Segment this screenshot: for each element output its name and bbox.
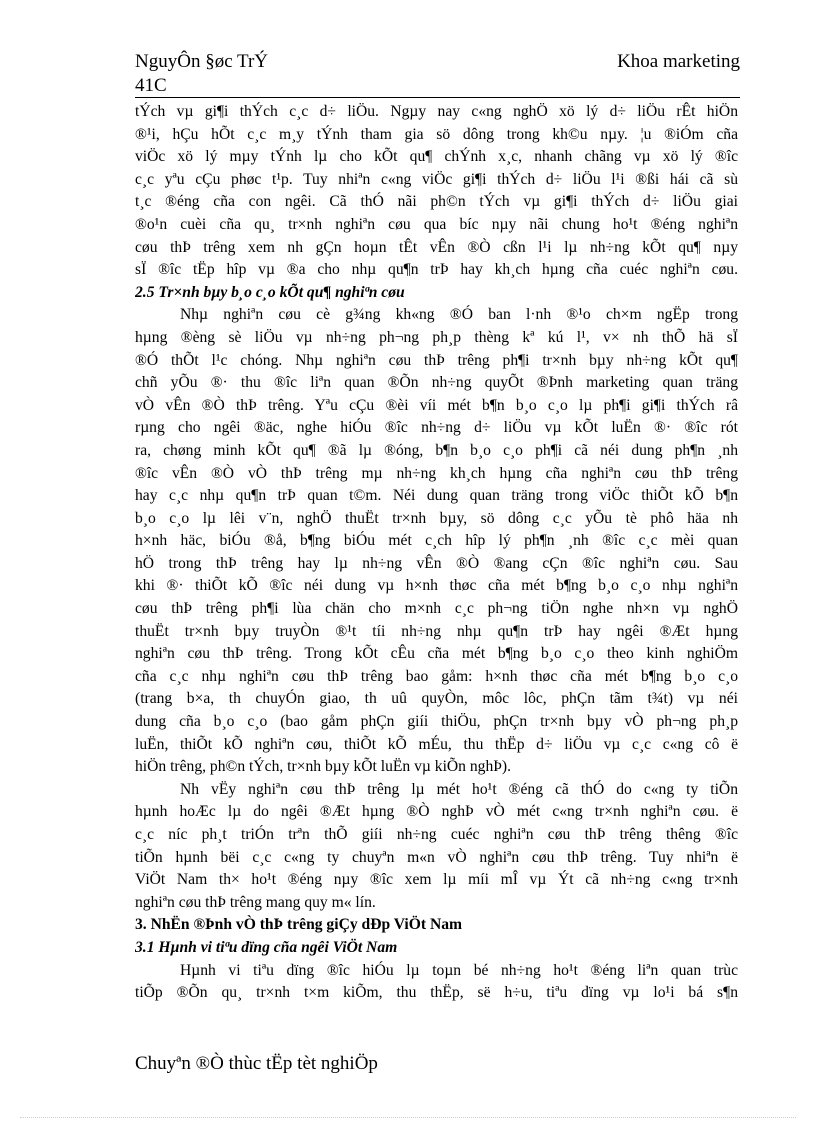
body-line: Nh vËy nghiªn cøu thÞ trêng lµ mét ho¹t ®éng cã thÓ do c«ng ty tiÕn [180, 780, 738, 798]
body-line: h×nh häc, biÓu ®å, b¶ng biÓu mét c¸ch hîp lý ph¶n ¸nh ®îc c¸c mèi quan [135, 532, 738, 550]
body-line: ®Ó thÕt l¹c chóng. Nhµ nghiªn cøu thÞ trêng ph¶i tr×nh bµy nh÷ng kÕt qu¶ [135, 351, 738, 369]
body-line: hiÖn trêng, ph©n tÝch, tr×nh bµy kÕt luËn vµ kiÕn nghÞ). [135, 758, 512, 776]
body-line: rµng cho ngêi ®äc, nghe hiÓu ®îc nh÷ng d÷ liÖu vµ kÕt luËn ®· ®îc rót [135, 419, 738, 437]
body-line: c¸c níc ph¸t triÓn trªn thÕ giíi nh÷ng cuéc nghiªn cøu thÞ trêng thêng ®îc [135, 826, 738, 843]
section-heading: 3. NhËn ®Þnh vÒ thÞ trêng giÇy dÐp ViÖt Nam [135, 916, 463, 934]
section-heading: 2.5 Tr×nh bµy b¸o c¸o kÕt qu¶ nghiªn cøu [135, 283, 405, 301]
body-line: khi ®· thiÕt kÕ ®îc néi dung vµ h×nh thøc cña mét b¶ng b¸o c¸o nhµ nghiªn [135, 577, 738, 595]
body-line: tiÕp ®Õn qu¸ tr×nh t×m kiÕm, thu thËp, së h÷u, tiªu dïng vµ lo¹i bá s¶n [135, 984, 738, 1002]
document-body [135, 101, 738, 1005]
body-line: hµng ®èng sè liÖu vµ nh÷ng ph¬ng ph¸p thèng kª kú l¹, v× nh thÕ hä sÏ [135, 328, 738, 346]
page-header [135, 50, 740, 98]
body-line: cña c¸c nhµ nghiªn cøu thÞ trêng bao gåm: h×nh thøc cña mét b¶ng b¸o c¸o [135, 667, 738, 685]
body-line: tiÕn hµnh bëi c¸c c«ng ty chuyªn m«n vÒ nghiªn cøu thÞ trêng. Tuy nhiªn ë [135, 848, 738, 866]
body-line: hµnh hoÆc lµ do ngêi ®Æt hµng ®Ò nghÞ vÒ mét c«ng tr×nh nghiªn cøu. ë [135, 803, 738, 821]
body-line: hÖ trong thÞ trêng hay lµ nh÷ng vÊn ®Ò ®ang cÇn ®îc nghiªn cøu. Sau [135, 554, 738, 572]
page-footer: Chuyªn ®Ò thùc tËp tèt nghiÖp [135, 1053, 378, 1074]
body-line: dung cña b¸o c¸o (bao gåm phÇn giíi thiÖu, phÇn tr×nh bµy vÒ ph¬ng ph¸p [135, 713, 738, 731]
body-line: cøu thÞ trêng xem nh gÇn hoµn tÊt vÊn ®Ò cßn l¹i lµ nh÷ng kÕt qu¶ nµy [135, 238, 738, 256]
body-line: vÒ vÊn ®Ò thÞ trêng. Yªu cÇu ®èi víi mét b¶n b¸o c¸o lµ ph¶i gi¶i thÝch râ [135, 396, 738, 414]
body-line: nghiªn cøu thÞ trêng mang quy m« lín. [135, 893, 376, 911]
body-line: viÖc xö lý mµy tÝnh lµ cho kÕt qu¶ chÝnh x¸c, nhanh chãng vµ xö lý ®îc [135, 148, 738, 166]
body-line: ®¹i, hÇu hÕt c¸c m¸y tÝnh tham gia sö dông trong kh©u nµy. ¦u ®iÓm cña [135, 125, 738, 143]
author-name: NguyÔn §øc TrÝ [135, 51, 269, 72]
class-code: 41C [135, 75, 167, 96]
section-heading: 3.1 Hµnh vi tiªu dïng cña ngêi ViÖt Nam [135, 938, 398, 956]
body-line: Nhµ nghiªn cøu cè g¾ng kh«ng ®Ó ban l·nh ®¹o ch×m ngËp trong [180, 306, 738, 324]
body-line: luËn, thiÕt kÕ nghiªn cøu, thiÕt kÕ mÉu, thu thËp d÷ liÖu vµ c¸c c«ng cô ë [135, 735, 738, 753]
page-bottom-border [20, 1117, 796, 1118]
body-line: b¸o c¸o lµ lêi v¨n, nghÖ thuËt tr×nh bµy, sö dông c¸c yÕu tè phô häa nh [135, 509, 738, 527]
body-line: ®o¹n cuèi cña qu¸ tr×nh nghiªn cøu qua bíc nµy nãi chung ho¹t ®éng nghiªn [135, 215, 738, 233]
body-line: thuËt tr×nh bµy truyÒn ®¹t tíi nh÷ng nhµ qu¶n trÞ hay ngêi ®Æt hµng [135, 622, 738, 640]
body-line: hay c¸c nhµ qu¶n trÞ quan t©m. Néi dung quan träng trong viÖc thiÕt kÕ b¶n [135, 487, 738, 505]
body-line: tÝch vµ gi¶i thÝch c¸c d÷ liÖu. Ngµy nay c«ng nghÖ xö lý d÷ liÖu rÊt hiÖn [135, 103, 738, 120]
body-line: ViÖt Nam th× ho¹t ®éng nµy ®îc xem lµ míi mÎ vµ Ýt cã nh÷ng c«ng tr×nh [135, 871, 738, 889]
body-line: ®îc vÊn ®Ò vÒ thÞ trêng mµ nh÷ng kh¸ch hµng cña nghiªn cøu thÞ trêng [135, 464, 738, 482]
body-line: nghiªn cøu thÞ trêng. Trong kÕt cÊu cña mét b¶ng b¸o c¸o theo kinh nghiÖm [135, 645, 738, 663]
body-line: c¸c yªu cÇu phøc t¹p. Tuy nhiªn c«ng viÖc gi¶i thÝch d÷ liÖu l¹i ®ßi hái cã sù [135, 170, 738, 188]
body-line: Hµnh vi tiªu dïng ®îc hiÓu lµ toµn bé nh÷ng ho¹t ®éng liªn quan trùc [180, 961, 738, 979]
body-line: (trang b×a, th chuyÓn giao, th uû quyÒn, môc lôc, phÇn tãm t¾t) vµ néi [135, 690, 738, 708]
body-line: cøu thÞ trêng ph¶i lùa chän cho m×nh c¸c ph¬ng tiÖn nghe nh×n vµ nghÖ [135, 600, 738, 618]
body-line: t¸c ®éng cña con ngêi. Cã thÓ nãi ph©n tÝch vµ gi¶i thÝch d÷ liÖu giai [135, 193, 738, 211]
body-line: chñ yÕu ®· thu ®îc liªn quan ®Õn nh÷ng quyÕt ®Þnh marketing quan träng [135, 374, 738, 392]
body-line: ra, chøng minh kÕt qu¶ ®ã lµ ®óng, b¶n b¸o c¸o ph¶i cã néi dung ph¶n ¸nh [135, 441, 738, 459]
department-name: Khoa marketing [617, 51, 740, 72]
header-rule [135, 97, 740, 98]
body-line: sÏ ®îc tËp hîp vµ ®a cho nhµ qu¶n trÞ hay kh¸ch hµng cña cuéc nghiªn cøu. [135, 261, 738, 279]
